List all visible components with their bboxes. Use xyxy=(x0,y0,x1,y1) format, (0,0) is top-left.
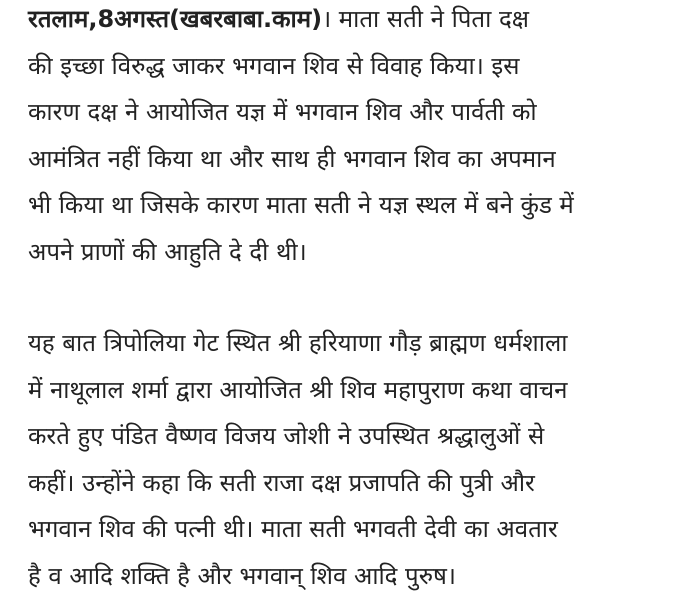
paragraph-2-line-1: यह बात त्रिपोलिया गेट स्थित श्री हरियाणा गौड़ ब्राह्मण धर्मशाला xyxy=(28,320,668,367)
article-body xyxy=(28,0,668,599)
paragraph-1-line-5: भी किया था जिसके कारण माता सती ने यज्ञ स्थल में बने कुंड में xyxy=(28,182,668,229)
paragraph-2-line-4: कहीं। उन्होंने कहा कि सती राजा दक्ष प्रजापति की पुत्री और xyxy=(28,460,668,507)
paragraph-1-line-4: आमंत्रित नहीं किया था और साथ ही भगवान शिव का अपमान xyxy=(28,136,668,183)
paragraph-2-line-6: है व आदि शक्ति है और भगवान् शिव आदि पुरुष। xyxy=(28,553,668,599)
paragraph-1-line-2: की इच्छा विरुद्ध जाकर भगवान शिव से विवाह किया। इस xyxy=(28,43,668,90)
paragraph-2-line-3: करते हुए पंडित वैष्णव विजय जोशी ने उपस्थित श्रद्धालुओं से xyxy=(28,413,668,460)
paragraph-1-line-1 xyxy=(28,0,668,43)
paragraph-1-line-1-text: । माता सती ने पिता दक्ष xyxy=(322,5,529,33)
paragraph-1 xyxy=(28,0,668,275)
paragraph-1-line-3: कारण दक्ष ने आयोजित यज्ञ में भगवान शिव और पार्वती को xyxy=(28,89,668,136)
dateline: रतलाम,8अगस्त(खबरबाबा.काम) xyxy=(28,5,322,33)
paragraph-2-line-2: में नाथूलाल शर्मा द्वारा आयोजित श्री शिव महापुराण कथा वाचन xyxy=(28,367,668,414)
paragraph-1-line-6: अपने प्राणों की आहुति दे दी थी। xyxy=(28,229,668,276)
paragraph-2-line-5: भगवान शिव की पत्नी थी। माता सती भगवती देवी का अवतार xyxy=(28,506,668,553)
paragraph-2 xyxy=(28,320,668,599)
